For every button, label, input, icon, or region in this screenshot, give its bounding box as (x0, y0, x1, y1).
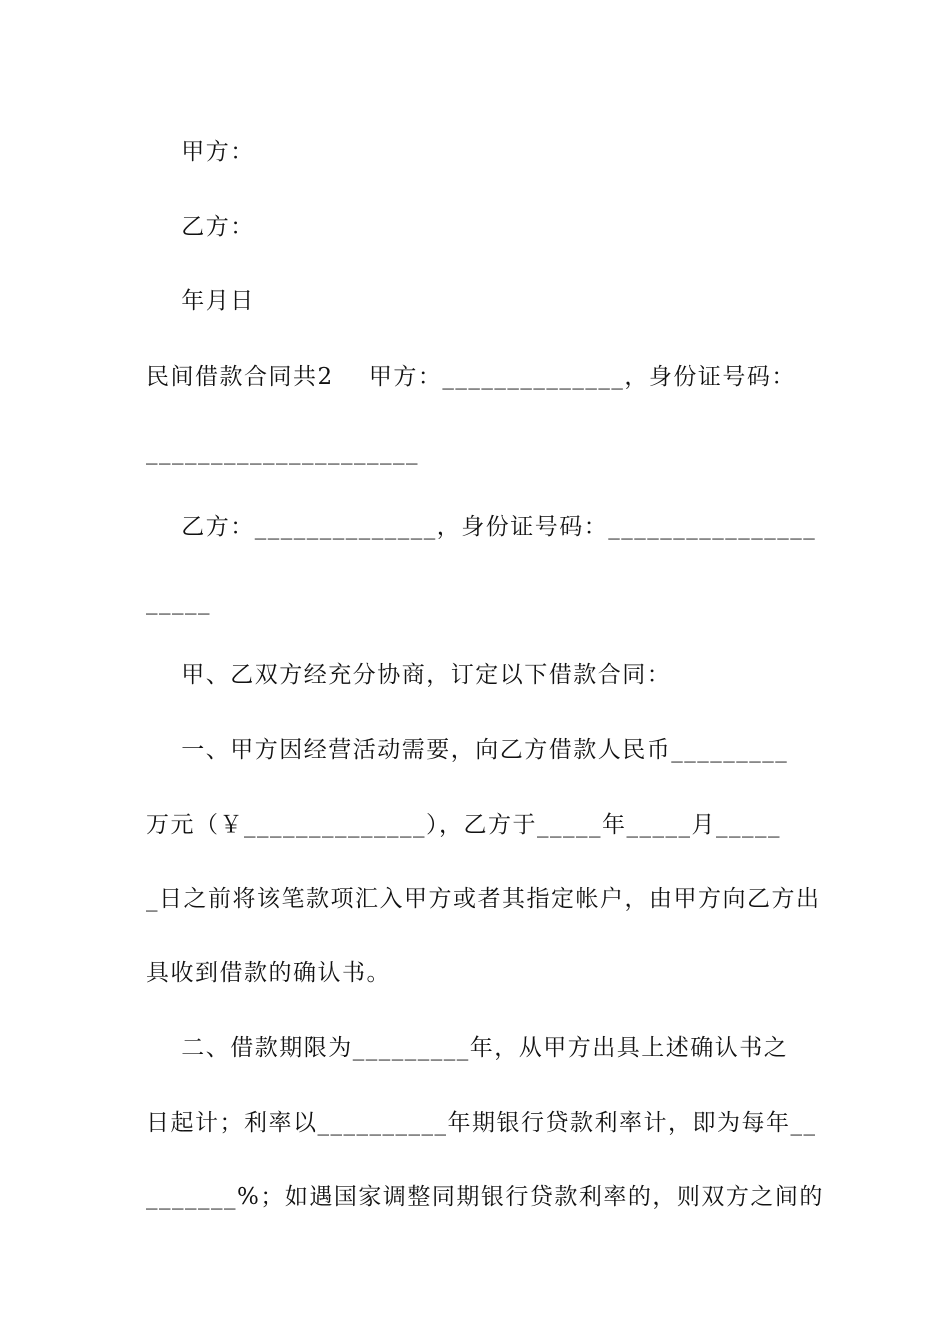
party-a-label: 甲方： (146, 139, 255, 165)
clause-1-line-2: 万元（￥______________），乙方于_____年_____月_____ (146, 812, 781, 838)
party-b-id-line: 乙方：______________，身份证号码：________________ (146, 514, 817, 540)
date-line: 年月日 (146, 288, 255, 314)
clause-1-line-4: 具收到借款的确认书。 (146, 960, 391, 986)
contract-title-line: 民间借款合同共2 甲方：______________，身份证号码： (146, 364, 796, 390)
blank-line: _____ (146, 589, 211, 615)
clause-2-line-3: _______%；如遇国家调整同期银行贷款利率的，则双方之间的 (146, 1184, 824, 1210)
clause-1-line-1: 一、甲方因经营活动需要，向乙方借款人民币_________ (146, 737, 789, 763)
clause-1-line-3: _日之前将该笔款项汇入甲方或者其指定帐户，由甲方向乙方出 (146, 886, 821, 912)
party-b-label: 乙方： (146, 214, 255, 240)
clause-2-line-1: 二、借款期限为_________年，从甲方出具上述确认书之 (146, 1035, 789, 1061)
agreement-intro: 甲、乙双方经充分协商，订定以下借款合同： (146, 662, 672, 688)
clause-2-line-2: 日起计；利率以__________年期银行贷款利率计，即为每年__ (146, 1110, 817, 1136)
blank-line: _____________________ (146, 439, 419, 465)
